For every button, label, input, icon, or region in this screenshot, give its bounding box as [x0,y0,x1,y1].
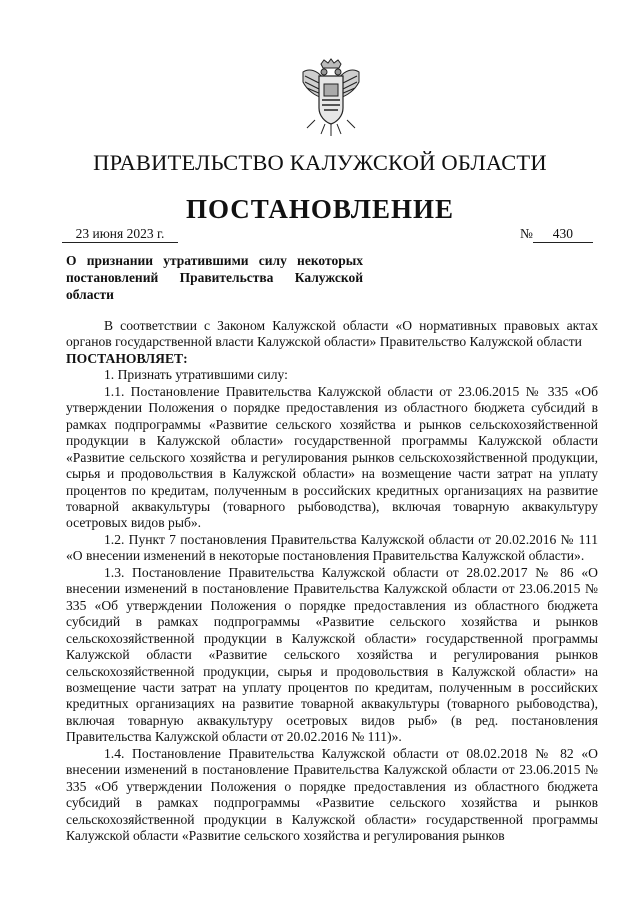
document-body [66,318,598,845]
document-date: 23 июня 2023 г. [62,226,178,243]
clause-1-4: 1.4. Постановление Правительства Калужской области от 08.02.2018 № 82 «О внесении изменений в постановление Правительства Калужской области от 23.06.2015 № 335 «Об утверждении Положения о порядке предоставления из областного бюджета субсидий в рамках подпрограммы «Развитие сельского хозяйства и рынков сельскохозяйственной продукции в Калужской области» государственной программы Калужской области «Развитие сельского хозяйства и регулирования рынков [66,745,598,844]
clause-1-1: 1.1. Постановление Правительства Калужской области от 23.06.2015 № 335 «Об утверждении Положения о порядке предоставления из областного бюджета субсидий в рамках подпрограммы «Развитие сельского хозяйства и рынков сельскохозяйственной продукции в Калужской области» государственной программы Калужской области «Развитие сельского хозяйства и регулирования рынков сельскохозяйственной продукции, сырья и продовольствия в Калужской области» на возмещение части затрат на уплату процентов по кредитам, полученным в российских кредитных организациях на развитие товарной аквакультуры (товарного рыбоводства), включая товарную аквакультуру осетровых видов рыб». [66,383,598,531]
preamble-paragraph: В соответствии с Законом Калужской области «О нормативных правовых актах органов государственной власти Калужской области» Правительство Калужской области [66,318,598,350]
document-title [66,253,363,303]
clause-1-2: 1.2. Пункт 7 постановления Правительства Калужской области от 20.02.2016 № 111 «О внесении изменений в некоторые постановления Правительства Калужской области». [66,531,598,564]
government-name: ПРАВИТЕЛЬСТВО КАЛУЖСКОЙ ОБЛАСТИ [93,150,547,175]
title-line: постановлений Правительства Калужской [66,269,363,285]
number-value: 430 [533,226,593,243]
clause-1: 1. Признать утратившими силу: [104,367,288,383]
title-line: О признании утратившими силу некоторых [66,253,363,268]
title-line: области [66,286,114,302]
number-label: № [520,226,533,241]
clause-1-3: 1.3. Постановление Правительства Калужской области от 28.02.2017 № 86 «О внесении изменений в постановление Правительства Калужской области от 23.06.2015 № 335 «Об утверждении Положения о порядке предоставления из областного бюджета субсидий в рамках подпрограммы «Развитие сельского хозяйства и рынков сельскохозяйственной продукции в Калужской области» государственной программы Калужской области «Развитие сельского хозяйства и регулирования рынков сельскохозяйственной продукции, сырья и продовольствия в Калужской области» на возмещение части затрат на уплату процентов по кредитам, полученным в российских кредитных организациях на развитие товарной аквакультуры (товарного рыбоводства), включая товарную аквакультуру осетровых видов рыб» (в ред. постановления Правительства Калужской области от 20.02.2016 № 111)». [66,564,598,745]
resolves-heading: ПОСТАНОВЛЯЕТ: [66,350,188,366]
document-type: ПОСТАНОВЛЕНИЕ [185,194,455,224]
document-number [520,226,593,243]
coat-of-arms-icon [297,58,365,138]
